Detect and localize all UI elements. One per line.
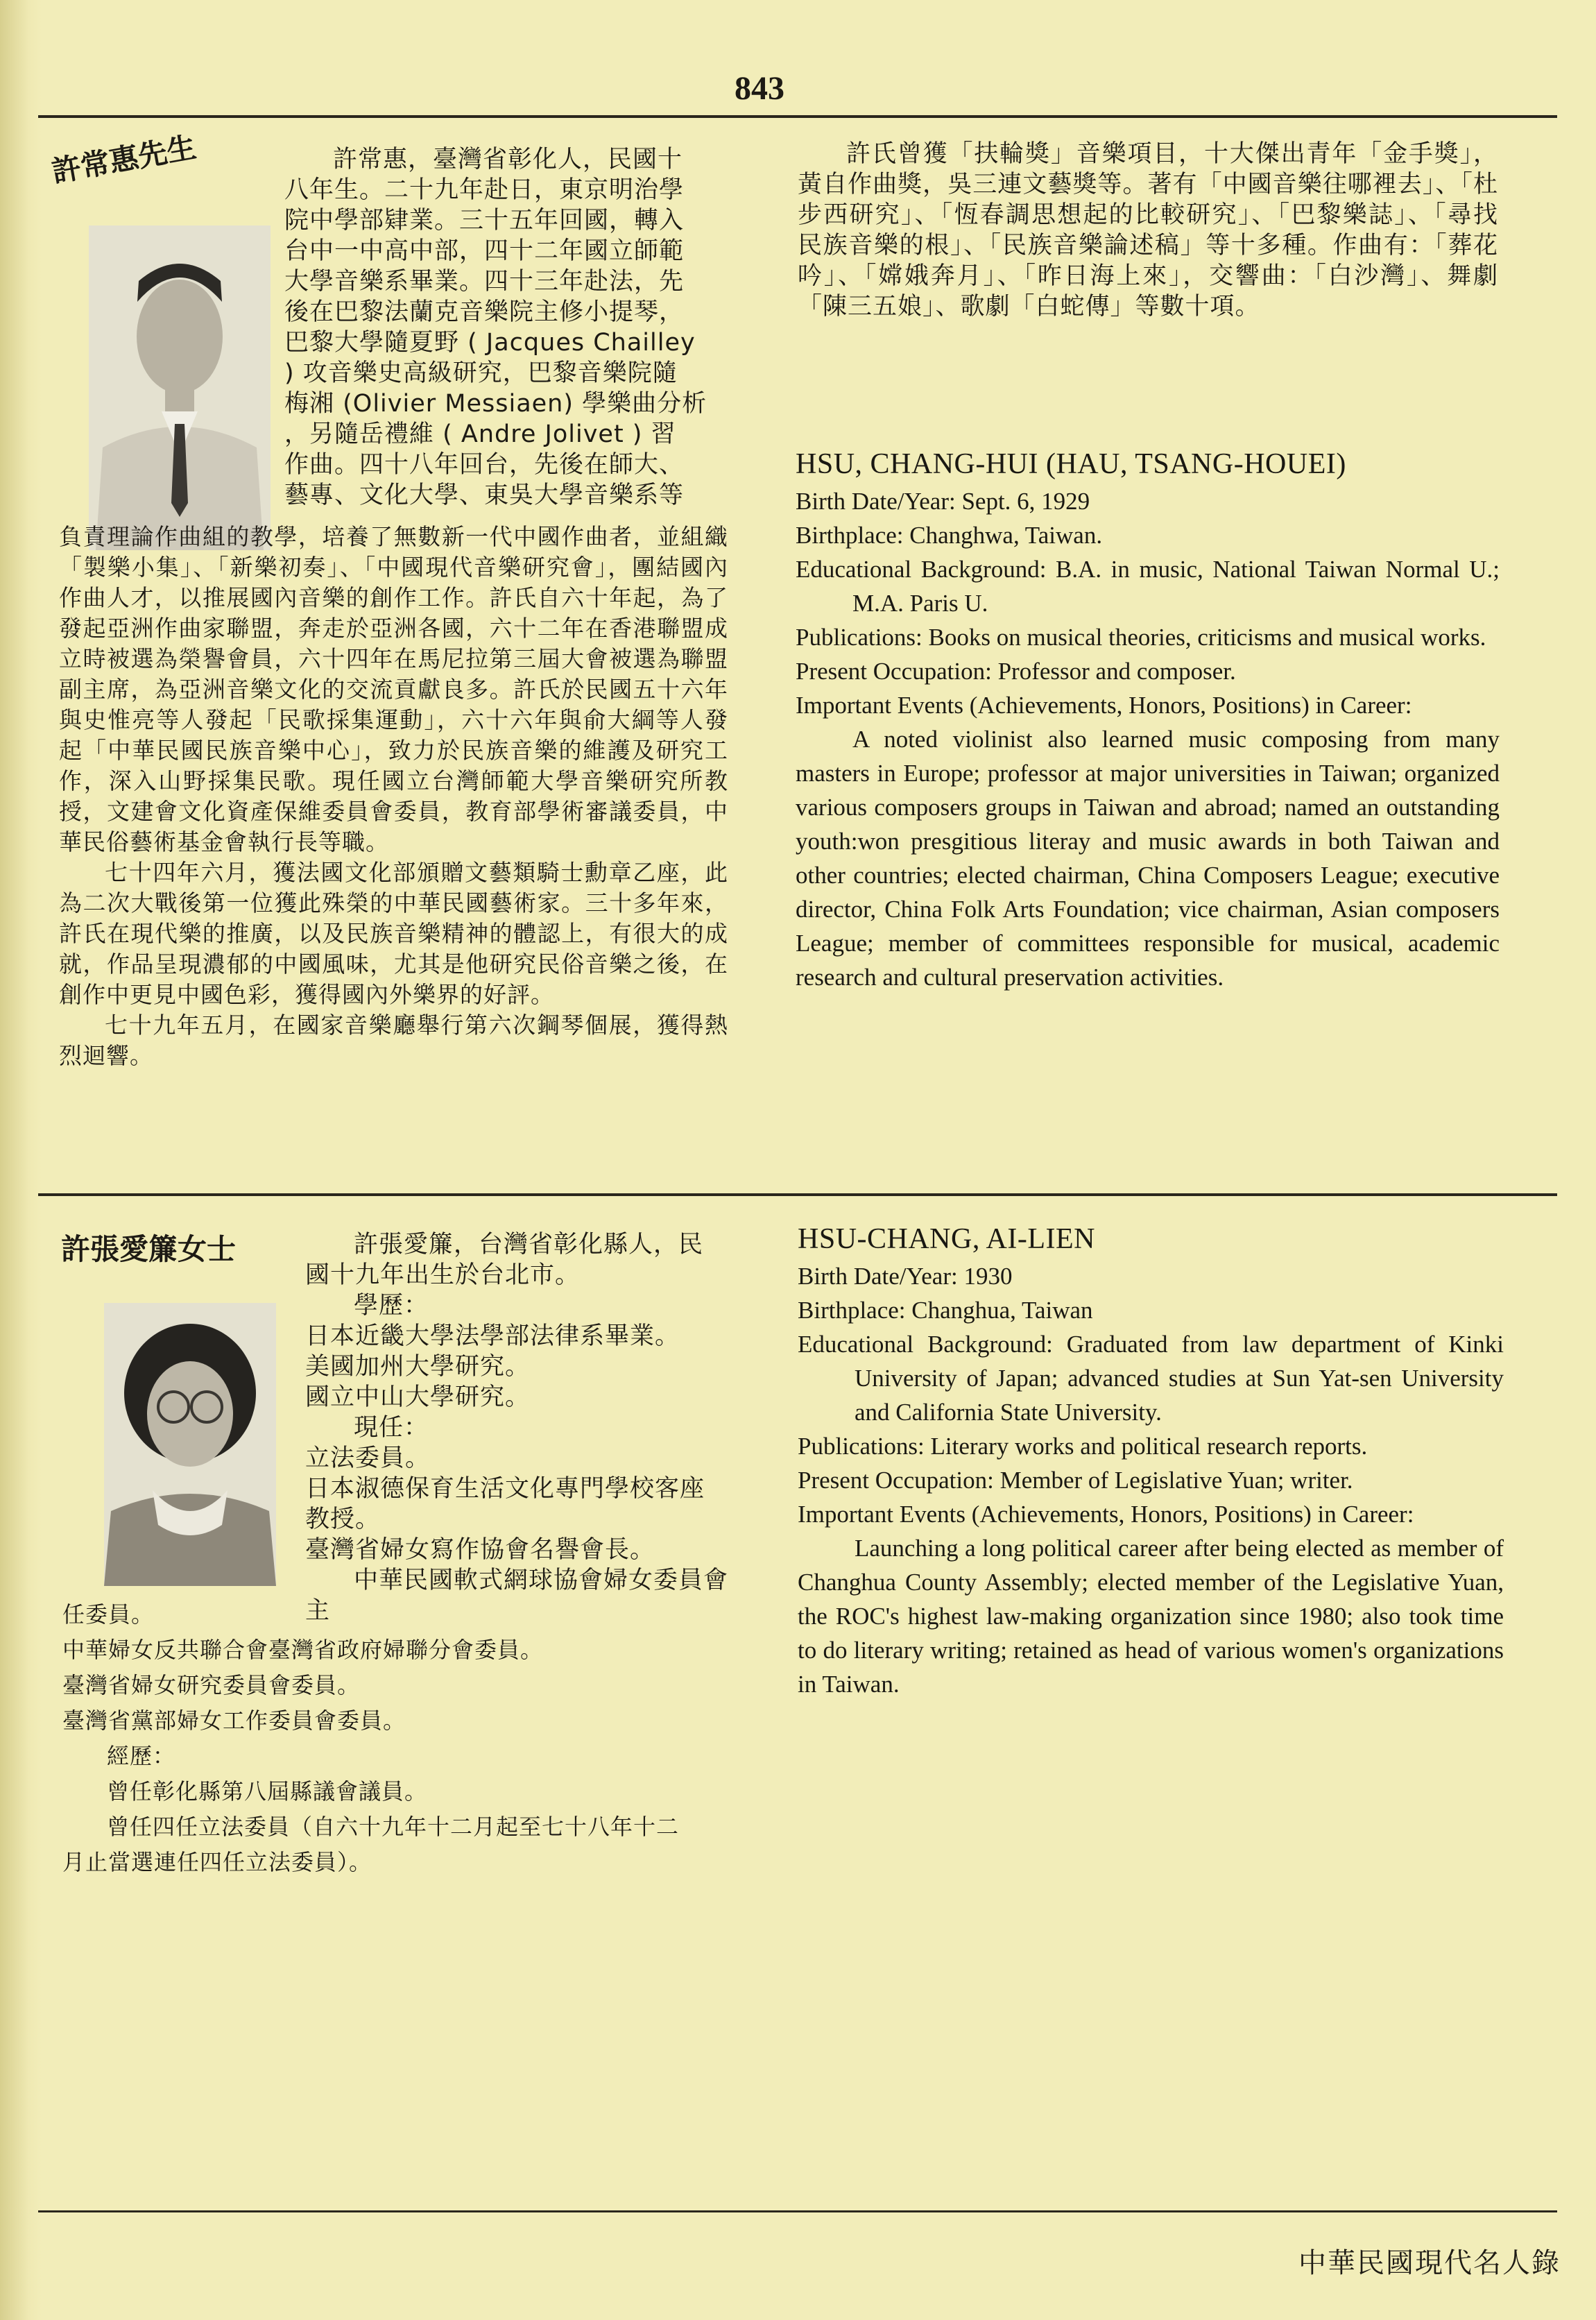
publications: Publications: Literary works and political research reports. [798, 1433, 1368, 1460]
birth-date: Birth Date/Year: Sept. 6, 1929 [796, 488, 1090, 515]
bio-line: 後在巴黎法蘭克音樂院主修小提琴， [284, 298, 685, 326]
bio-line: 中華民國軟式網球協會婦女委員會主 [305, 1567, 729, 1625]
education: Educational Background: B.A. in music, National Taiwan Normal U.; M.A. Paris U. [796, 556, 1500, 617]
bio-line: ) 攻音樂史高級研究，巴黎音樂院隨 [284, 359, 678, 387]
bio-line: 梅湘 (Olivier Messiaen) 學樂曲分析 [284, 390, 707, 418]
bio-line: 月止當選連任四任立法委員）。 [62, 1849, 372, 1875]
education: Educational Background: Graduated from law department of Kinki University of Japan; advanced studies at Sun Yat-sen University and California State University. [798, 1331, 1504, 1426]
english-bio: Launching a long political career after being elected as member of Changhua County Assembly; elected member of the Legislative Yuan, the ROC's highest law-making organization since 1980; also took time to do literary writing; retained as head of various women's organizations in Taiwan. [798, 1535, 1504, 1698]
important-events: Important Events (Achievements, Honors, Positions) in Career: [798, 1501, 1414, 1528]
entry-2-chinese-name: 許張愛簾女士 [61, 1232, 237, 1266]
bio-line: 藝專、文化大學、東吳大學音樂系等 [284, 481, 685, 509]
header-rule [38, 115, 1557, 118]
entry-1-portrait-photo [89, 225, 271, 550]
english-bio: A noted violinist also learned music composing from many masters in Europe; professor at major universities in Taiwan; organized various composers groups in Taiwan and abroad; named an outstanding youth:won presgitious literay and music awards in both Taiwan and other countries; elected chairman, China Composers League; executive director, China Folk Arts Foundation; vice chairman, Asian composers League; member of committees responsible for musical, academic research and cultural preservation activities. [796, 726, 1500, 991]
bio-line: 教授。 [305, 1506, 381, 1533]
publications: Publications: Books on musical theories, criticisms and musical works. [796, 624, 1486, 651]
birthplace: Birthplace: Changhwa, Taiwan. [796, 522, 1103, 549]
page-number: 843 [735, 70, 784, 107]
entry-1-chinese-name: 許常惠先生 [49, 130, 199, 189]
birth-date: Birth Date/Year: 1930 [798, 1263, 1013, 1290]
bio-line: 任委員。 [62, 1601, 155, 1628]
bio-line: 曾任四任立法委員（自六十九年十二月起至七十八年十二 [107, 1814, 680, 1840]
bio-line: 院中學部肄業。三十五年回國，轉入 [284, 207, 685, 234]
bio-line: 國立中山大學研究。 [305, 1383, 531, 1411]
bio-line: 許張愛簾，台灣省彰化縣人，民 [354, 1231, 704, 1259]
entry-2-chinese-bio-bottom [62, 1597, 728, 1880]
bio-line: 臺灣省婦女寫作協會名譽會長。 [305, 1536, 655, 1564]
page-binding-edge [0, 0, 42, 2320]
bio-paragraph: 負責理論作曲組的教學，培養了無數新一代中國作曲者，並組織「製樂小集」、「新樂初奏」、「中國現代音樂研究會」，團結國內作曲人才，以推展國內音樂的創作工作。許氏自六十年起，為了發起亞洲作曲家聯盟，奔走於亞洲各國，六十二年在香港聯盟成立時被選為榮譽會員，六十四年在馬尼拉第三屆大會被選為聯盟副主席，為亞洲音樂文化的交流貢獻良多。許氏於民國五十六年與史惟亮等人發起「民歌採集運動」，六十六年與俞大綱等人發起「中華民國民族音樂中心」，致力於民族音樂的維護及研究工作，深入山野採集民歌。現任國立台灣師範大學音樂研究所教授，文建會文化資產保維委員會委員，教育部學術審議委員，中華民俗藝術基金會執行長等職。 [59, 523, 728, 855]
section-heading-current: 現任： [354, 1414, 429, 1442]
bio-line: 臺灣省婦女研究委員會委員。 [62, 1672, 361, 1698]
entry-2-chinese-bio-top [305, 1229, 728, 1626]
bio-line: 巴黎大學隨夏野 ( Jacques Chailley [284, 329, 696, 357]
occupation: Present Occupation: Professor and composer. [796, 658, 1236, 685]
bio-line: 八年生。二十九年赴日，東京明治學 [284, 176, 685, 204]
bio-line: 曾任彰化縣第八屆縣議會議員。 [107, 1778, 428, 1805]
footer-book-title: 中華民國現代名人錄 [1298, 2247, 1561, 2279]
entry-1-chinese-bio-top [284, 144, 728, 511]
portrait-woman-illustration [104, 1303, 276, 1586]
footer-rule [38, 2210, 1557, 2212]
bio-line: ，另隨岳禮維 ( Andre Jolivet ) 習 [284, 420, 676, 448]
bio-paragraph: 七十四年六月，獲法國文化部頒贈文藝類騎士勳章乙座，此為二次大戰後第一位獲此殊榮的中華民國藝術家。三十多年來，許氏在現代樂的推廣，以及民族音樂精神的體認上，有很大的成就，作品呈現濃郁的中國風味，尤其是他研究民俗音樂之後，在創作中更見中國色彩，獲得國內外樂界的好評。 [59, 859, 728, 1008]
entry-1-chinese-bio-main [59, 522, 728, 1071]
entry-1-english-name: HSU, CHANG-HUI (HAU, TSANG-HOUEI) [796, 448, 1346, 480]
bio-line: 臺灣省黨部婦女工作委員會委員。 [62, 1707, 406, 1734]
section-heading-education: 學歷： [354, 1292, 429, 1320]
bio-line: 大學音樂系畢業。四十三年赴法，先 [284, 268, 685, 296]
bio-line: 日本近畿大學法學部法律系畢業。 [305, 1322, 680, 1350]
entry-1-english-section [796, 447, 1500, 994]
bio-line: 許常惠，臺灣省彰化人，民國十 [333, 146, 683, 173]
section-heading-experience: 經歷： [107, 1743, 176, 1769]
portrait-man-illustration [89, 225, 271, 550]
entry-2-english-section [798, 1222, 1504, 1701]
entry-2-english-name: HSU-CHANG, AI-LIEN [798, 1223, 1095, 1255]
bio-line: 美國加州大學研究。 [305, 1353, 531, 1381]
birthplace: Birthplace: Changhua, Taiwan [798, 1297, 1093, 1324]
bio-paragraph: 許氏曾獲「扶輪獎」音樂項目，十大傑出青年「金手獎」，黃自作曲獎，吳三連文藝獎等。著有「中國音樂往哪裡去」、「杜步西研究」、「恆春調思想起的比較研究」、「巴黎樂誌」、「尋找民族音樂的根」、「民族音樂論述稿」等十多種。作曲有：「葬花吟」、「嫦娥奔月」、「昨日海上來」，交響曲：「白沙灣」、舞劇「陳三五娘」、歌劇「白蛇傳」等數十項。 [798, 140, 1498, 321]
occupation: Present Occupation: Member of Legislative Yuan; writer. [798, 1467, 1353, 1494]
entry-1-chinese-bio-right [798, 139, 1498, 322]
entry-divider-rule [38, 1193, 1557, 1196]
bio-paragraph: 七十九年五月，在國家音樂廳舉行第六次鋼琴個展，獲得熱烈迴響。 [59, 1012, 728, 1069]
bio-line: 中華婦女反共聯合會臺灣省政府婦聯分會委員。 [62, 1637, 544, 1663]
important-events: Important Events (Achievements, Honors, Positions) in Career: [796, 692, 1412, 719]
bio-line: 國十九年出生於台北市。 [305, 1261, 581, 1289]
bio-line: 作曲。四十八年回台，先後在師大、 [284, 451, 685, 479]
bio-line: 日本淑德保育生活文化專門學校客座 [305, 1475, 705, 1503]
entry-2-portrait-photo [104, 1303, 276, 1586]
bio-line: 立法委員。 [305, 1444, 431, 1472]
bio-line: 台中一中高中部，四十二年國立師範 [284, 237, 685, 265]
